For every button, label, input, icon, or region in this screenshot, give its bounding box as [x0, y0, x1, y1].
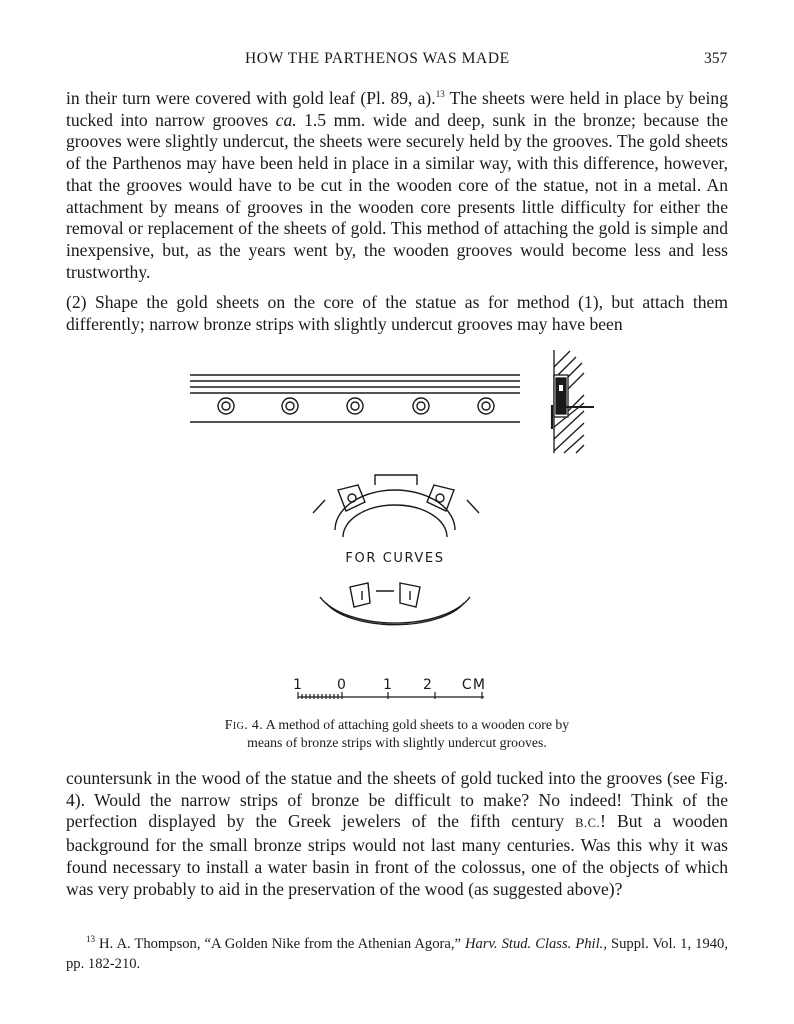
paragraph-1-text-c: 1.5 mm. wide and deep, sunk in the bronze; because the grooves were slightly undercut, the sheets were securely held by the grooves. The gold sheets of the Parthenos may have been held in place in a similar way, with this difference, however, that the grooves would have to be cut in the wooden core of the statue, not in a metal. An attachment by means of grooves in the wooden core presents little difficulty for either the removal or replacement of the sheets of gold. This method of attaching the gold is simple and inexpensive, but, as the years went by, the wooden grooves would become less and less trustworthy.	[66, 109, 729, 282]
paragraph-3	[66, 768, 728, 900]
figure-caption	[150, 716, 644, 752]
curve-detail-concave	[320, 583, 470, 625]
scale-label: 1	[292, 677, 304, 693]
paragraph-1-ca: ca.	[275, 109, 297, 130]
paragraph-3-bc: B.C.	[575, 816, 601, 831]
paragraph-1-text-b: The sheets were held in place by being tucked into narrow grooves	[66, 88, 728, 130]
caption-line-1: A method of attaching gold sheets to a wooden core by	[263, 717, 570, 732]
scale-unit-label: CM	[461, 677, 487, 693]
paragraph-2: (2) Shape the gold sheets on the core of the statue as for method (1), but attach them differently; narrow bronze strips with slightly undercut grooves may have been	[66, 292, 728, 334]
footnote-reference: 13	[435, 89, 445, 100]
page-number: 357	[704, 50, 728, 67]
figure-4-drawing	[180, 345, 610, 705]
rivet-icon	[347, 398, 363, 414]
curve-detail-convex	[313, 475, 479, 537]
running-header	[0, 50, 794, 72]
paragraph-1	[66, 88, 728, 283]
scale-label: 0	[336, 677, 348, 693]
paragraph-1-text-a: in their turn were covered with gold leaf (Pl. 89, a).	[66, 88, 436, 108]
running-title: HOW THE PARTHENOS WAS MADE	[245, 50, 510, 67]
caption-label: Fig. 4.	[224, 717, 264, 732]
footnote-text-b: Suppl. Vol. 1, 1940, pp. 182-210.	[66, 936, 728, 972]
rivet-icon	[478, 398, 494, 414]
caption-line-2: means of bronze strips with slightly undercut grooves.	[247, 735, 547, 750]
scale-bar	[298, 692, 484, 699]
footnote-text-a: H. A. Thompson, “A Golden Nike from the Athenian Agora,”	[95, 936, 465, 952]
footnote-13	[66, 935, 728, 974]
rivet-icon	[218, 398, 234, 414]
curves-label: FOR CURVES	[345, 551, 445, 566]
bronze-strip-elevation	[190, 375, 520, 422]
wood-cross-section	[552, 350, 594, 453]
rivet-icon	[282, 398, 298, 414]
footnote-number: 13	[86, 934, 95, 945]
paragraph-3-text-a: countersunk in the wood of the statue and the sheets of gold tucked into the grooves (see Fig. 4). Would the narrow strips of bronze be difficult to make? No indeed! Think of the perfection displayed by the Greek jewelers of the fifth century	[66, 768, 728, 832]
footnote-journal: Harv. Stud. Class. Phil.,	[465, 936, 607, 952]
rivet-icon	[413, 398, 429, 414]
scale-label: 2	[422, 677, 434, 693]
figure-4	[180, 345, 610, 705]
scale-label: 1	[382, 677, 394, 693]
paragraph-3-text-b: ! But a wooden background for the small bronze strips would not last many centuries. Was this why it was found necessary to install a water basin in front of the colossus, one of the objects of which was very probably to aid in the preservation of the wood (as suggested above)?	[66, 811, 728, 899]
